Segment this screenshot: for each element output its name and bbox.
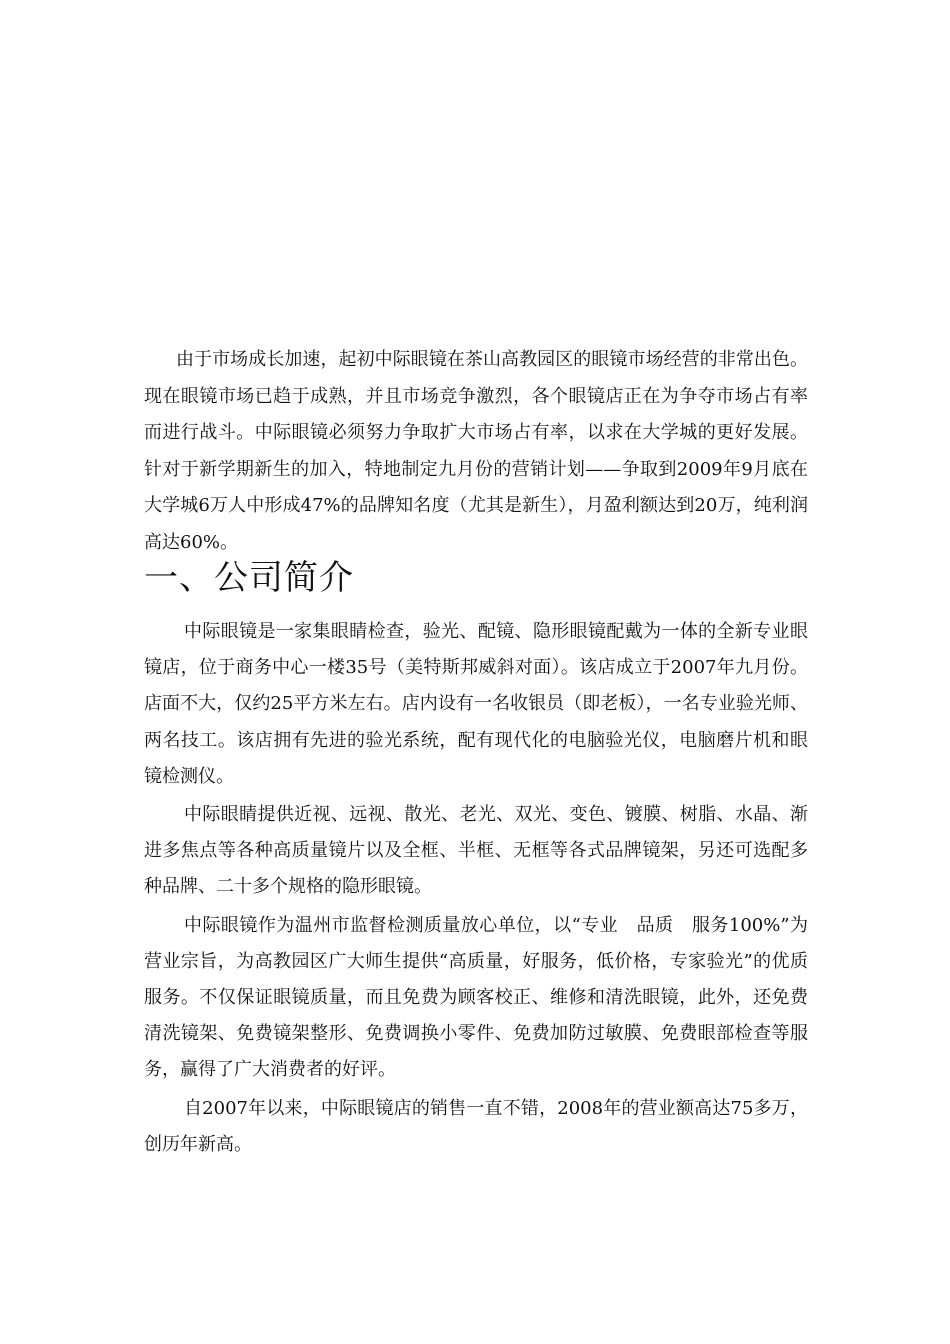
body-paragraph: 中际眼镜作为温州市监督检测质量放心单位，以“专业 品质 服务100%”为营业宗旨，为高教园区广大师生提供“高质量，好服务，低价格，专家验光”的优质服务。不仅保证眼镜质量，而且免费为顾客校正、维修和清洗眼镜，此外，还免费清洗镜架、免费镜架整形、免费调换小零件、免费加防过敏膜、免费眼部检查等服务，赢得了广大消费者的好评。 [144,914,808,1081]
body-paragraph: 中际眼睛提供近视、远视、散光、老光、双光、变色、镀膜、树脂、水晶、渐进多焦点等各种高质量镜片以及全框、半框、无框等各式品牌镜架，另还可选配多种品牌、二十多个规格的隐形眼镜。 [144,804,808,898]
intro-paragraph: 由于市场成长加速，起初中际眼镜在茶山高教园区的眼镜市场经营的非常出色。现在眼镜市场已趋于成熟，并且市场竞争激烈，各个眼镜店正在为争夺市场占有率而进行战斗。中际眼镜必须努力争取扩大市场占有率，以求在大学城的更好发展。针对于新学期新生的加入，特地制定九月份的营销计划——争取到2009年9月底在大学城6万人中形成47%的品牌知名度（尤其是新生），月盈利额达到20万，纯利润高达60%。 [144,349,808,553]
body-paragraph: 自2007年以来，中际眼镜店的销售一直不错，2008年的营业额高达75多万，创历年新高。 [144,1097,808,1155]
section-body [144,614,808,1165]
section-title: 一、公司简介 [144,558,354,598]
body-paragraph: 中际眼镜是一家集眼睛检查，验光、配镜、隐形眼镜配戴为一体的全新专业眼镜店，位于商务中心一楼35号（美特斯邦威斜对面）。该店成立于2007年九月份。店面不大，仅约25平方米左右。店内设有一名收银员（即老板），一名专业验光师、两名技工。该店拥有先进的验光系统，配有现代化的电脑验光仪，电脑磨片机和眼镜检测仪。 [144,621,808,787]
